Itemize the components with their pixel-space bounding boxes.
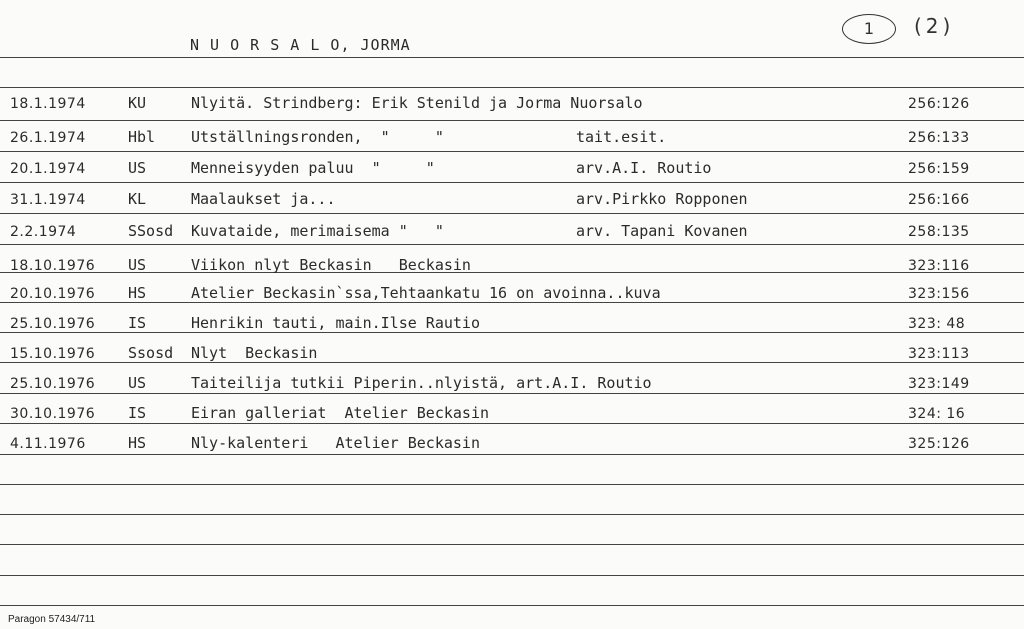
ruled-line: [0, 423, 1024, 424]
entry-source: Hbl: [128, 128, 156, 146]
entry-date: 25.10.1976: [10, 316, 96, 332]
entry-source: IS: [128, 404, 147, 422]
entry-date: 18.10.1976: [10, 258, 96, 274]
card-number-circled: 1: [842, 14, 896, 44]
ruled-line: [0, 120, 1024, 121]
entry-ref: 323: 48: [908, 316, 966, 332]
entry-date: 30.10.1976: [10, 406, 96, 422]
entry-ref: 256:159: [908, 161, 970, 177]
entry-source: Ssosd: [128, 344, 174, 362]
entry-row: [0, 280, 1024, 302]
entry-row: [0, 186, 1024, 208]
entry-description: Nly-kalenteri Atelier Beckasin: [191, 434, 480, 452]
card-title: N U O R S A L O, JORMA: [190, 36, 411, 54]
ruled-line: [0, 454, 1024, 455]
entry-date: 2.2.1974: [10, 224, 77, 240]
entry-row: [0, 124, 1024, 146]
entry-row: [0, 430, 1024, 452]
ruled-line: [0, 151, 1024, 152]
entry-row: [0, 218, 1024, 240]
entry-source: HS: [128, 434, 147, 452]
entry-description: Maalaukset ja...: [191, 190, 336, 208]
entry-date: 20.1.1974: [10, 161, 86, 177]
entry-row: [0, 340, 1024, 362]
entry-date: 20.10.1976: [10, 286, 96, 302]
entry-note: arv.A.I. Routio: [576, 159, 712, 177]
entry-source: US: [128, 374, 147, 392]
entry-ref: 256:126: [908, 96, 970, 112]
entry-ref: 258:135: [908, 224, 970, 240]
entry-date: 26.1.1974: [10, 130, 86, 146]
ruled-line: [0, 484, 1024, 485]
card-total: (2): [914, 14, 955, 38]
entry-date: 18.1.1974: [10, 96, 86, 112]
ruled-line: [0, 575, 1024, 576]
entry-row: [0, 252, 1024, 274]
ruled-line: [0, 605, 1024, 606]
entry-description: Taiteilija tutkii Piperin..nlyistä, art.A.I. Routio: [191, 374, 652, 392]
entry-ref: 256:166: [908, 192, 970, 208]
entry-note: arv.Pirkko Ropponen: [576, 190, 748, 208]
entry-date: 31.1.1974: [10, 192, 86, 208]
card-footer: Paragon 57434/711: [8, 614, 96, 625]
entry-date: 15.10.1976: [10, 346, 96, 362]
entry-description: Menneisyyden paluu " ": [191, 159, 435, 177]
entry-date: 4.11.1976: [10, 436, 86, 452]
entry-row: [0, 370, 1024, 392]
entry-source: US: [128, 159, 147, 177]
ruled-line: [0, 57, 1024, 58]
ruled-line: [0, 514, 1024, 515]
ruled-line: [0, 332, 1024, 333]
entry-row: [0, 155, 1024, 177]
entry-note: tait.esit.: [576, 128, 667, 146]
ruled-line: [0, 393, 1024, 394]
entry-ref: 256:133: [908, 130, 970, 146]
entry-source: US: [128, 256, 147, 274]
ruled-line: [0, 544, 1024, 545]
ruled-line: [0, 182, 1024, 183]
ruled-line: [0, 87, 1024, 88]
entry-source: IS: [128, 314, 147, 332]
entry-description: Eiran galleriat Atelier Beckasin: [191, 404, 490, 422]
entry-date: 25.10.1976: [10, 376, 96, 392]
entry-source: KU: [128, 94, 147, 112]
ruled-line: [0, 213, 1024, 214]
entry-description: Nlyt Beckasin: [191, 344, 318, 362]
entry-row: [0, 90, 1024, 112]
entry-source: HS: [128, 284, 147, 302]
entry-row: [0, 400, 1024, 422]
entry-description: Henrikin tauti, main.Ilse Rautio: [191, 314, 480, 332]
entry-ref: 323:113: [908, 346, 970, 362]
ruled-line: [0, 244, 1024, 245]
entry-description: Nlyitä. Strindberg: Erik Stenild ja Jorma Nuorsalo: [191, 94, 643, 112]
ruled-line: [0, 362, 1024, 363]
entry-description: Viikon nlyt Beckasin Beckasin: [191, 256, 471, 274]
entry-description: Utställningsronden, " ": [191, 128, 444, 146]
entry-source: SSosd: [128, 222, 174, 240]
entry-row: [0, 310, 1024, 332]
entry-ref: 324: 16: [908, 406, 966, 422]
entry-ref: 323:116: [908, 258, 970, 274]
entry-description: Kuvataide, merimaisema " ": [191, 222, 444, 240]
ruled-line: [0, 302, 1024, 303]
entry-description: Atelier Beckasin`ssa,Tehtaankatu 16 on avoinna..kuva: [191, 284, 661, 302]
entry-source: KL: [128, 190, 147, 208]
entry-ref: 325:126: [908, 436, 970, 452]
entry-note: arv. Tapani Kovanen: [576, 222, 748, 240]
entry-ref: 323:149: [908, 376, 970, 392]
entry-ref: 323:156: [908, 286, 970, 302]
